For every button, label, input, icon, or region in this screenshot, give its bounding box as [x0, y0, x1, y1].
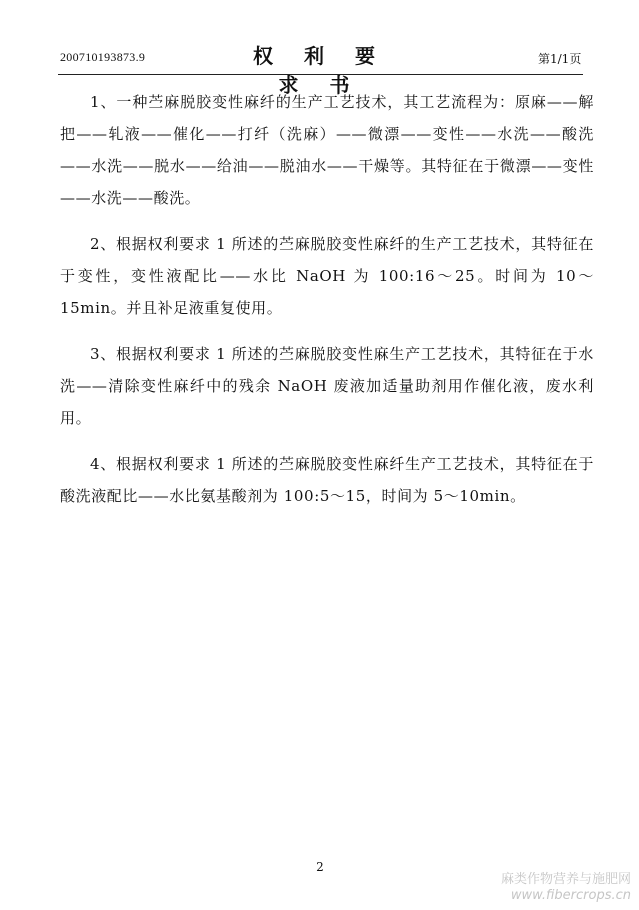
- document-title: 权 利 要 求 书: [253, 44, 387, 97]
- application-number: 200710193873.9: [60, 50, 146, 64]
- page-header: [0, 0, 639, 97]
- header-divider: [58, 74, 583, 75]
- watermark: [501, 872, 631, 904]
- page-indicator: 第1/1页: [538, 52, 582, 66]
- claims-body: [60, 86, 594, 526]
- page-number: 2: [316, 860, 324, 874]
- claim-3: 3、根据权利要求 1 所述的苎麻脱胶变性麻生产工艺技术，其特征在于水洗——清除变性麻纤中的残余 NaOH 废液加适量助剂用作催化液，废水利用。: [60, 345, 594, 427]
- claim-2: 2、根据权利要求 1 所述的苎麻脱胶变性麻纤的生产工艺技术，其特征在于变性，变性液配比——水比 NaOH 为 100:16～25。时间为 10～15min。并且补足液重复使用。: [60, 235, 594, 317]
- claim-1: 1、一种苎麻脱胶变性麻纤的生产工艺技术，其工艺流程为：原麻——解把——轧液——催化——打纤（洗麻）——微漂——变性——水洗——酸洗——水洗——脱水——给油——脱油水——干燥等。其特征在于微漂——变性——水洗——酸洗。: [60, 93, 594, 207]
- watermark-url: www.fibercrops.cn: [510, 888, 631, 903]
- watermark-site-name: 麻类作物营养与施肥网: [500, 872, 631, 887]
- claim-4: 4、根据权利要求 1 所述的苎麻脱胶变性麻纤生产工艺技术，其特征在于酸洗液配比——水比氨基酸剂为 100:5～15，时间为 5～10min。: [60, 455, 594, 505]
